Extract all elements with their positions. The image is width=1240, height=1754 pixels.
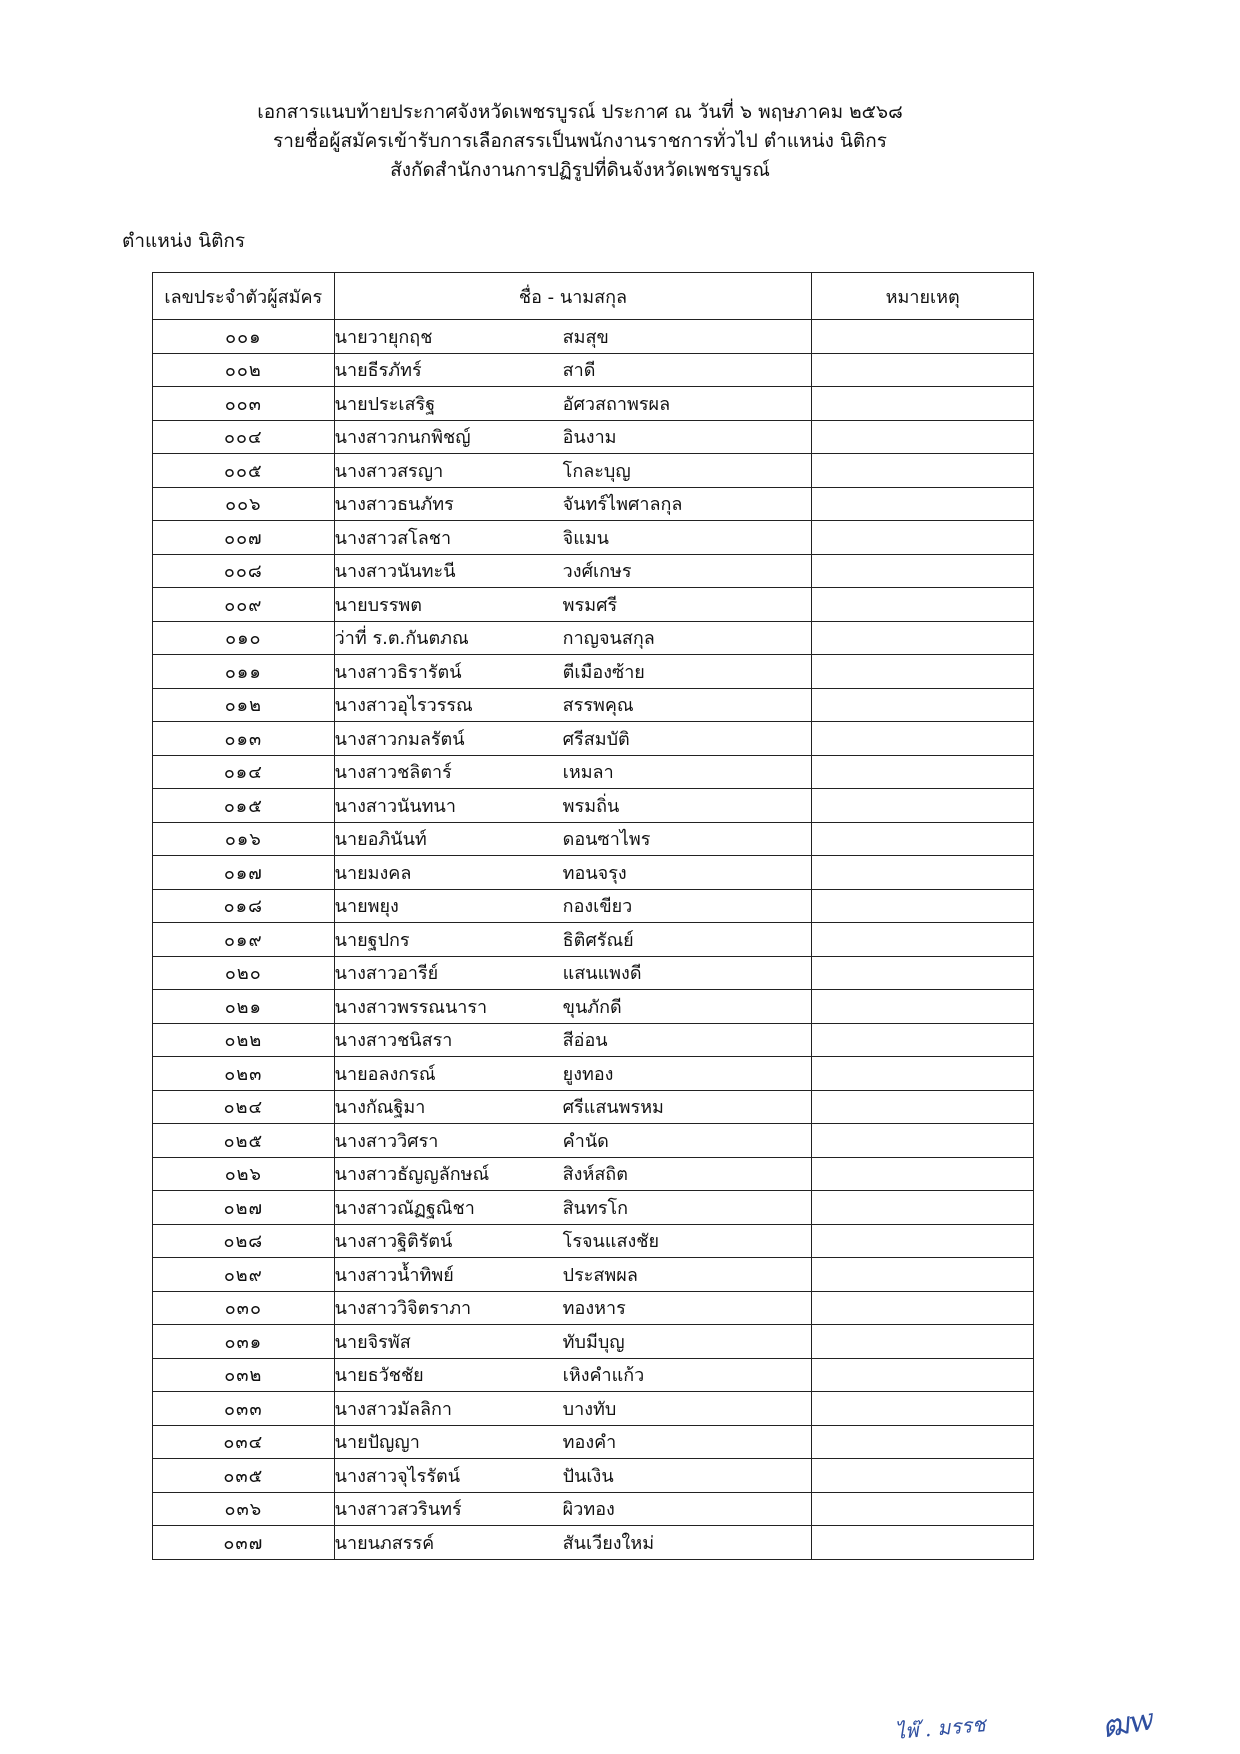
applicant-last-name: กาญจนสกุล <box>562 628 655 650</box>
applicant-name <box>334 621 812 655</box>
table-row <box>153 1358 1034 1392</box>
applicant-first-name: นางสาวนันทนา <box>334 795 456 817</box>
applicant-note <box>812 956 1034 990</box>
applicant-id: ๐๑๗ <box>153 856 335 890</box>
applicant-first-name: นางสาวณัฏฐณิชา <box>334 1197 475 1219</box>
table-row <box>153 990 1034 1024</box>
table-row <box>153 956 1034 990</box>
applicant-last-name: แสนแพงดี <box>562 963 642 985</box>
table-row <box>153 1459 1034 1493</box>
applicant-last-name: เหิงคำแก้ว <box>562 1365 645 1387</box>
applicant-note <box>812 1224 1034 1258</box>
applicant-name <box>334 722 812 756</box>
table-row <box>153 1258 1034 1292</box>
applicant-name <box>334 789 812 823</box>
applicant-note <box>812 320 1034 354</box>
applicant-last-name: พรมศรี <box>562 594 618 616</box>
applicant-last-name: สมสุข <box>562 326 609 348</box>
column-header-name: ชื่อ - นามสกุล <box>334 273 812 320</box>
applicant-name <box>334 353 812 387</box>
applicant-name <box>334 1392 812 1426</box>
applicant-id: ๐๑๐ <box>153 621 335 655</box>
applicant-id: ๐๐๖ <box>153 487 335 521</box>
table-row <box>153 1023 1034 1057</box>
header-line-1: เอกสารแนบท้ายประกาศจังหวัดเพชรบูรณ์ ประกาศ ณ วันที่ ๖ พฤษภาคม ๒๕๖๘ <box>257 101 903 123</box>
applicant-first-name: นางสาวชลิตาร์ <box>334 762 452 784</box>
applicant-note <box>812 1358 1034 1392</box>
applicant-last-name: โกละบุญ <box>562 460 631 482</box>
applicant-id: ๐๒๐ <box>153 956 335 990</box>
applicant-last-name: ทองคำ <box>562 1432 617 1454</box>
applicant-id: ๐๑๕ <box>153 789 335 823</box>
applicant-first-name: นายพยุง <box>334 896 399 918</box>
applicant-first-name: นางสาวสวรินทร์ <box>334 1499 462 1521</box>
applicant-id: ๐๒๑ <box>153 990 335 1024</box>
applicant-note <box>812 454 1034 488</box>
table-row <box>153 353 1034 387</box>
applicant-name <box>334 1124 812 1158</box>
position-label: ตำแหน่ง นิติกร <box>122 230 246 252</box>
applicant-name <box>334 923 812 957</box>
table-row <box>153 621 1034 655</box>
table-row <box>153 1191 1034 1225</box>
applicant-note <box>812 688 1034 722</box>
applicant-first-name: นางสาวธัญญลักษณ์ <box>334 1164 490 1186</box>
applicant-note <box>812 1425 1034 1459</box>
applicant-first-name: นายอภินันท์ <box>334 829 427 851</box>
table-row <box>153 688 1034 722</box>
table-row <box>153 420 1034 454</box>
applicant-last-name: ทองหาร <box>562 1298 626 1320</box>
applicant-name <box>334 655 812 689</box>
table-row <box>153 1291 1034 1325</box>
applicant-first-name: นายจิรพัส <box>334 1331 411 1353</box>
applicant-last-name: บางทับ <box>562 1398 617 1420</box>
applicant-note <box>812 856 1034 890</box>
applicant-first-name: นายปัญญา <box>334 1432 420 1454</box>
applicant-note <box>812 1325 1034 1359</box>
table-row <box>153 1157 1034 1191</box>
applicant-note <box>812 1157 1034 1191</box>
applicant-first-name: นางสาวธนภัทร <box>334 494 454 516</box>
document-header <box>0 98 1160 185</box>
signature-left: ไพ๊ . มรรช <box>894 1712 987 1744</box>
applicant-note <box>812 1492 1034 1526</box>
applicant-note <box>812 822 1034 856</box>
applicant-first-name: นางสาวกมลรัตน์ <box>334 728 465 750</box>
applicant-last-name: กองเขียว <box>562 896 633 918</box>
applicant-name <box>334 554 812 588</box>
table-row <box>153 554 1034 588</box>
applicant-note <box>812 487 1034 521</box>
applicant-id: ๐๑๑ <box>153 655 335 689</box>
applicant-id: ๐๐๗ <box>153 521 335 555</box>
table-row <box>153 655 1034 689</box>
applicant-last-name: ประสพผล <box>562 1264 638 1286</box>
applicant-note <box>812 889 1034 923</box>
applicant-name <box>334 487 812 521</box>
table-row <box>153 722 1034 756</box>
applicant-first-name: นางสาววิศรา <box>334 1130 439 1152</box>
applicant-id: ๐๒๒ <box>153 1023 335 1057</box>
applicant-id: ๐๓๕ <box>153 1459 335 1493</box>
applicant-last-name: ตีเมืองซ้าย <box>562 661 645 683</box>
applicant-id: ๐๓๗ <box>153 1526 335 1560</box>
table-row <box>153 889 1034 923</box>
applicant-note <box>812 1258 1034 1292</box>
applicant-name <box>334 1526 812 1560</box>
applicant-name <box>334 688 812 722</box>
applicant-first-name: นางสาวฐิติรัตน์ <box>334 1231 453 1253</box>
table-row <box>153 1124 1034 1158</box>
applicants-table <box>152 272 1034 1560</box>
applicant-first-name: นางสาวสโลชา <box>334 527 452 549</box>
applicant-id: ๐๒๖ <box>153 1157 335 1191</box>
applicant-name <box>334 889 812 923</box>
table-row <box>153 454 1034 488</box>
applicant-first-name: นายนภสรรค์ <box>334 1532 435 1554</box>
applicant-first-name: นายบรรพต <box>334 594 422 616</box>
applicant-last-name: ขุนภักดี <box>562 996 622 1018</box>
applicant-id: ๐๒๙ <box>153 1258 335 1292</box>
applicant-id: ๐๐๒ <box>153 353 335 387</box>
table-row <box>153 387 1034 421</box>
header-line-2: รายชื่อผู้สมัครเข้ารับการเลือกสรรเป็นพนักงานราชการทั่วไป ตำแหน่ง นิติกร <box>273 130 887 152</box>
table-header-row <box>153 273 1034 320</box>
table-row <box>153 320 1034 354</box>
applicant-last-name: วงศ์เกษร <box>562 561 632 583</box>
applicant-name <box>334 755 812 789</box>
applicant-first-name: นางสาวอารีย์ <box>334 963 439 985</box>
applicant-name <box>334 387 812 421</box>
applicant-first-name: นางสาวจุไรรัตน์ <box>334 1465 461 1487</box>
signature-right: ฒw <box>1099 1701 1158 1746</box>
applicant-first-name: นายธีรภัทร์ <box>334 360 422 382</box>
applicant-id: ๐๐๕ <box>153 454 335 488</box>
applicant-note <box>812 923 1034 957</box>
applicant-id: ๐๓๓ <box>153 1392 335 1426</box>
applicant-id: ๐๐๓ <box>153 387 335 421</box>
table-row <box>153 1057 1034 1091</box>
table-body <box>153 320 1034 1560</box>
applicant-id: ๐๑๔ <box>153 755 335 789</box>
applicant-id: ๐๐๑ <box>153 320 335 354</box>
applicant-last-name: สรรพคุณ <box>562 695 634 717</box>
applicant-note <box>812 588 1034 622</box>
applicant-name <box>334 420 812 454</box>
applicant-id: ๐๓๖ <box>153 1492 335 1526</box>
table-row <box>153 487 1034 521</box>
applicant-name <box>334 822 812 856</box>
applicant-first-name: นายประเสริฐ <box>334 393 436 415</box>
applicant-note <box>812 722 1034 756</box>
applicant-note <box>812 521 1034 555</box>
applicant-name <box>334 1023 812 1057</box>
applicant-first-name: นายธวัชชัย <box>334 1365 424 1387</box>
applicant-id: ๐๒๓ <box>153 1057 335 1091</box>
applicant-id: ๐๑๙ <box>153 923 335 957</box>
applicant-name <box>334 990 812 1024</box>
applicant-last-name: สาดี <box>562 360 596 382</box>
applicant-first-name: นางสาวนันทะนี <box>334 561 456 583</box>
applicant-name <box>334 856 812 890</box>
applicant-id: ๐๑๓ <box>153 722 335 756</box>
table-row <box>153 1325 1034 1359</box>
applicant-name <box>334 1325 812 1359</box>
applicant-note <box>812 1392 1034 1426</box>
applicant-name <box>334 1291 812 1325</box>
applicant-last-name: โรจนแสงชัย <box>562 1231 659 1253</box>
column-header-id: เลขประจำตัวผู้สมัคร <box>153 273 335 320</box>
applicant-last-name: สินทรโก <box>562 1197 629 1219</box>
column-header-note: หมายเหตุ <box>812 273 1034 320</box>
applicant-name <box>334 1057 812 1091</box>
applicant-note <box>812 755 1034 789</box>
applicant-note <box>812 1526 1034 1560</box>
applicant-first-name: นางสาวชนิสรา <box>334 1030 453 1052</box>
applicant-last-name: ทับมีบุญ <box>562 1331 625 1353</box>
applicant-id: ๐๐๔ <box>153 420 335 454</box>
applicant-note <box>812 1057 1034 1091</box>
applicant-first-name: นายวายุกฤช <box>334 326 433 348</box>
applicant-id: ๐๒๗ <box>153 1191 335 1225</box>
applicant-note <box>812 990 1034 1024</box>
applicant-first-name: นายมงคล <box>334 862 412 884</box>
applicant-name <box>334 1157 812 1191</box>
applicant-id: ๐๐๙ <box>153 588 335 622</box>
applicant-name <box>334 956 812 990</box>
applicant-note <box>812 621 1034 655</box>
applicant-id: ๐๑๒ <box>153 688 335 722</box>
applicant-first-name: นางสาวน้ำทิพย์ <box>334 1264 454 1286</box>
applicant-note <box>812 1124 1034 1158</box>
applicant-id: ๐๓๒ <box>153 1358 335 1392</box>
applicant-name <box>334 1492 812 1526</box>
applicant-note <box>812 789 1034 823</box>
applicant-name <box>334 1358 812 1392</box>
applicant-name <box>334 320 812 354</box>
applicant-note <box>812 353 1034 387</box>
applicant-id: ๐๑๘ <box>153 889 335 923</box>
applicant-first-name: นางสาวสรญา <box>334 460 444 482</box>
applicant-note <box>812 1191 1034 1225</box>
table-row <box>153 923 1034 957</box>
applicant-first-name: นางสาวมัลลิกา <box>334 1398 453 1420</box>
applicant-name <box>334 454 812 488</box>
applicant-last-name: สิงห์สถิต <box>562 1164 628 1186</box>
applicant-last-name: เหมลา <box>562 762 614 784</box>
applicant-last-name: ผิวทอง <box>562 1499 615 1521</box>
applicant-last-name: อัศวสถาพรผล <box>562 393 671 415</box>
applicant-last-name: สันเวียงใหม่ <box>562 1532 655 1554</box>
applicant-last-name: พรมถิ่น <box>562 795 620 817</box>
applicant-id: ๐๓๑ <box>153 1325 335 1359</box>
applicant-last-name: จิแมน <box>562 527 609 549</box>
table-row <box>153 1492 1034 1526</box>
applicant-note <box>812 1291 1034 1325</box>
table-row <box>153 521 1034 555</box>
applicant-note <box>812 554 1034 588</box>
applicant-first-name: นางสาวอุไรวรรณ <box>334 695 473 717</box>
table-row <box>153 1425 1034 1459</box>
applicant-first-name: นางกัณฐิมา <box>334 1097 426 1119</box>
applicant-name <box>334 1191 812 1225</box>
applicant-name <box>334 1425 812 1459</box>
applicant-last-name: ศรีสมบัติ <box>562 728 630 750</box>
table-row <box>153 1526 1034 1560</box>
applicant-last-name: ปันเงิน <box>562 1465 614 1487</box>
applicant-name <box>334 1090 812 1124</box>
applicant-first-name: นางสาวกนกพิชญ์ <box>334 427 471 449</box>
table-row <box>153 856 1034 890</box>
applicant-name <box>334 1224 812 1258</box>
applicant-id: ๐๒๔ <box>153 1090 335 1124</box>
applicant-name <box>334 588 812 622</box>
applicant-note <box>812 655 1034 689</box>
applicant-first-name: ว่าที่ ร.ต.กันตภณ <box>334 628 469 650</box>
applicant-last-name: สีอ่อน <box>562 1030 608 1052</box>
applicant-last-name: ดอนซาไพร <box>562 829 651 851</box>
applicant-id: ๐๒๘ <box>153 1224 335 1258</box>
applicant-last-name: ธิติศรัณย์ <box>562 929 634 951</box>
applicant-note <box>812 420 1034 454</box>
table-row <box>153 1090 1034 1124</box>
table-row <box>153 789 1034 823</box>
applicant-note <box>812 1459 1034 1493</box>
applicant-last-name: ทอนจรุง <box>562 862 627 884</box>
applicant-name <box>334 1258 812 1292</box>
applicant-note <box>812 387 1034 421</box>
applicant-first-name: นายอลงกรณ์ <box>334 1063 436 1085</box>
table-row <box>153 588 1034 622</box>
header-line-3: สังกัดสำนักงานการปฏิรูปที่ดินจังหวัดเพชรบูรณ์ <box>390 159 770 181</box>
applicant-last-name: อินงาม <box>562 427 617 449</box>
applicant-name <box>334 521 812 555</box>
applicant-first-name: นางสาวธิรารัตน์ <box>334 661 462 683</box>
applicant-first-name: นางสาวพรรณนารา <box>334 996 488 1018</box>
applicant-last-name: ยูงทอง <box>562 1063 614 1085</box>
applicant-last-name: จันทร์ไพศาลกุล <box>562 494 683 516</box>
applicant-note <box>812 1023 1034 1057</box>
applicant-last-name: ศรีแสนพรหม <box>562 1097 664 1119</box>
table-row <box>153 1392 1034 1426</box>
table-row <box>153 755 1034 789</box>
applicant-first-name: นางสาววิจิตราภา <box>334 1298 472 1320</box>
table-row <box>153 822 1034 856</box>
table-row <box>153 1224 1034 1258</box>
applicant-id: ๐๓๔ <box>153 1425 335 1459</box>
applicant-last-name: คำนัด <box>562 1130 609 1152</box>
applicant-first-name: นายฐปกร <box>334 929 410 951</box>
applicant-note <box>812 1090 1034 1124</box>
applicant-id: ๐๓๐ <box>153 1291 335 1325</box>
applicant-name <box>334 1459 812 1493</box>
applicant-id: ๐๑๖ <box>153 822 335 856</box>
applicant-id: ๐๐๘ <box>153 554 335 588</box>
applicant-id: ๐๒๕ <box>153 1124 335 1158</box>
